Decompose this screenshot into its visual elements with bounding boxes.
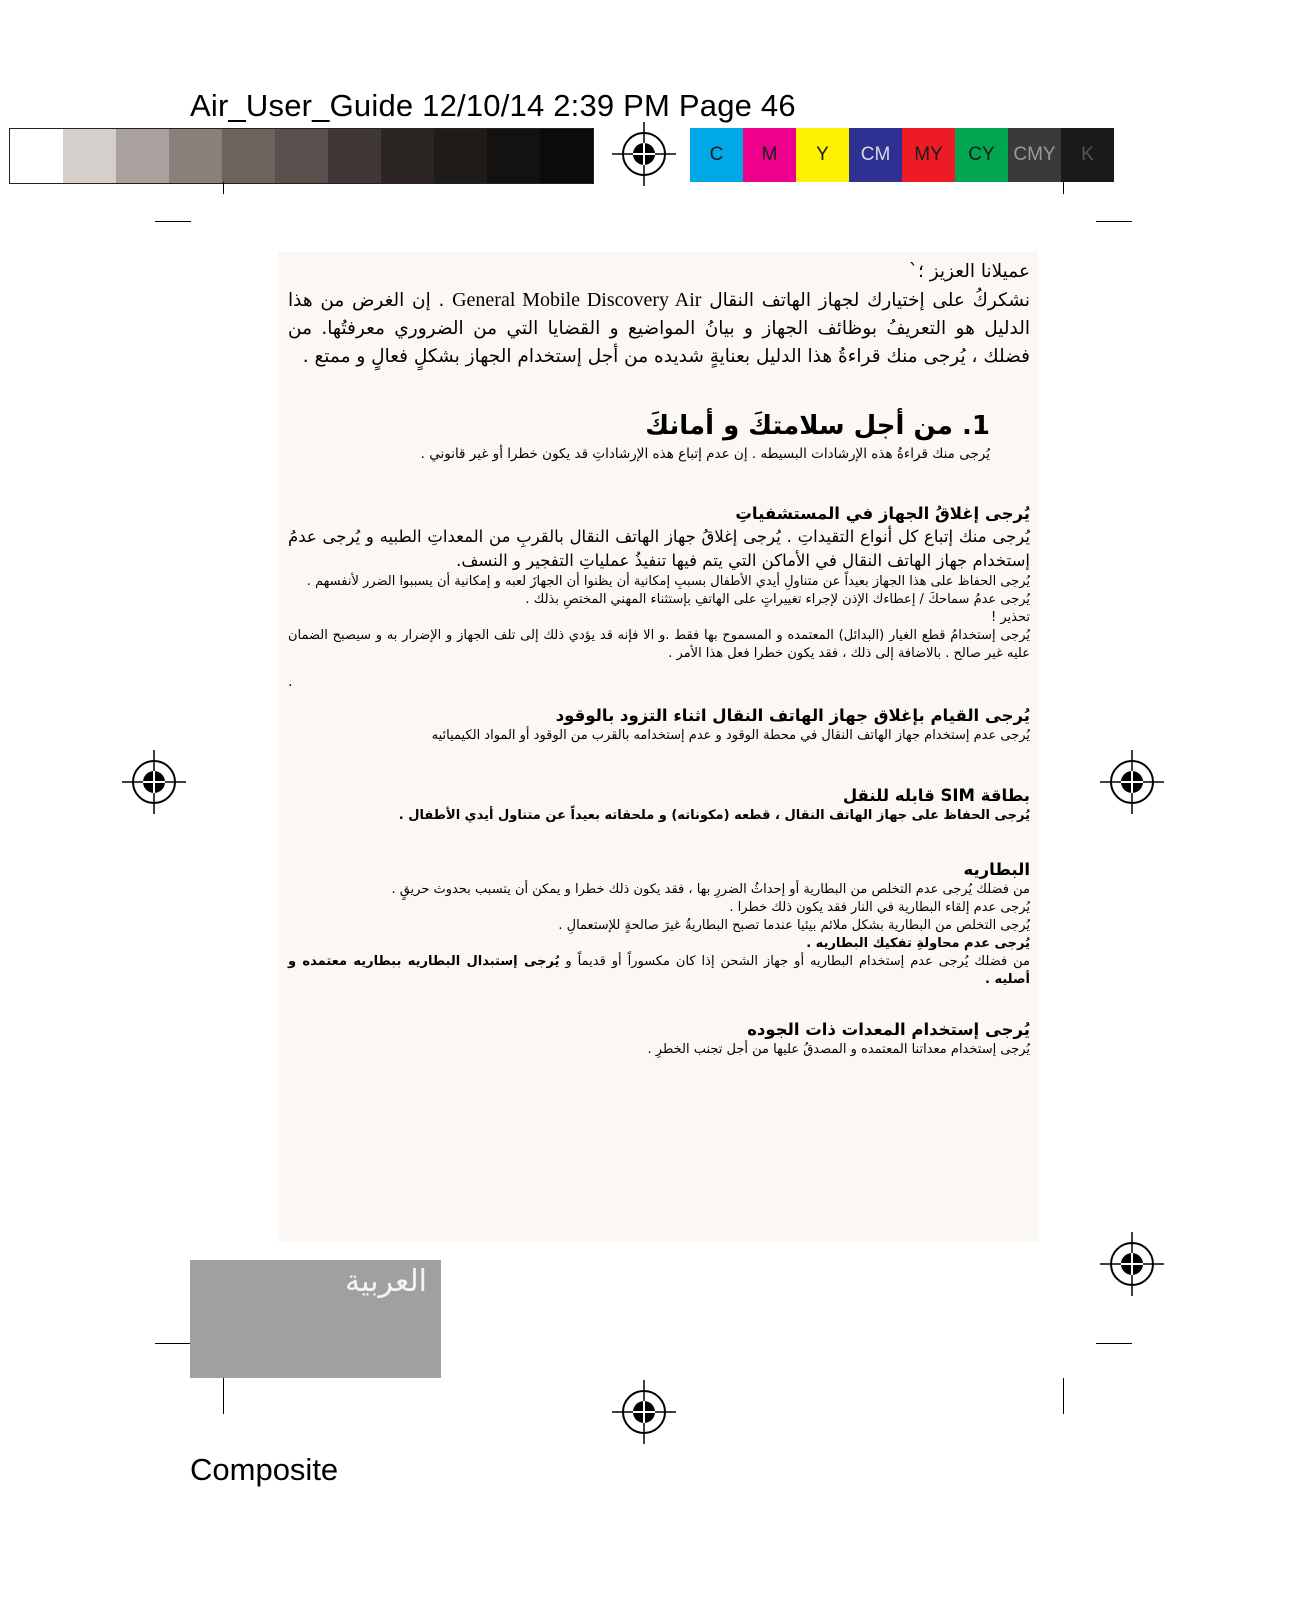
gray-swatch: [328, 129, 381, 183]
language-tab: [190, 1260, 441, 1378]
warning-label: تحذير !: [991, 610, 1030, 625]
modifications-text: يُرجى عدمُ سماحكَ / إعطاءك الإذن لإجراء تغييراتٍ على الهاتفِ بإستثناء المهني المختصِ بذلك .: [525, 592, 1030, 607]
greeting: عميلانا العزيز ؛`: [908, 261, 1030, 282]
gray-swatch: [275, 129, 328, 183]
color-swatch: M: [743, 128, 796, 182]
hospitals-text: يُرجى منك إتباع كل أنواع التقيداتِ . يُرجى إغلاقُ جهاز الهاتف النقال بالقربِ من المعداتِ الطبيه و يُرجى عدمُ إستخدام جهاز الهاتف النقال في الأماكن التي يتم فيها تنفيذُ عملياتِ التفجير و النسف.: [288, 527, 1030, 570]
gray-swatch: [116, 129, 169, 183]
color-swatch: K: [1061, 128, 1114, 182]
battery-text-1: من فضلك يُرجى عدم التخلص من البطارية أو إحداثُ الضررِ بها ، فقد يكون ذلك خطرا و يمكن أن يتسبب بحدوث حريقٍ .: [391, 882, 1030, 897]
crop-mark: [155, 221, 191, 222]
gray-swatch: [169, 129, 222, 183]
quality-title: يُرجى إستخدام المعدات ذات الجوده: [747, 1020, 1030, 1039]
color-swatch: Y: [796, 128, 849, 182]
sim-card-title: بطاقة SIM قابله للنقل: [842, 786, 1030, 805]
gray-swatch: [222, 129, 275, 183]
crop-mark: [155, 1343, 191, 1344]
spare-parts-text: يُرجى إستخدامُ قطع الغيار (البدائل) المعتمده و المسموح بها فقط .و الا فإنه قد يؤدي ذلك إلى تلف الجهاز و الإضرار به و سيصبح الضمان عليه غير صالح . بالاضافة إلى ذلك ، فقد يكون خطرا فعل هذا الأمر .: [288, 628, 1030, 661]
page-content: [288, 258, 1030, 1059]
refuelling-text: يُرجى عدم إستخدام جهاز الهاتف النقال في محطة الوقود و عدم إستخدامه بالقرب من الوقود أو المواد الكيميائيه: [431, 728, 1030, 743]
section-heading: 1. من أجل سلامتكَ و أمانكَ: [645, 411, 990, 441]
print-slug: Air_User_Guide 12/10/14 2:39 PM Page 46: [190, 88, 796, 123]
registration-mark-right-icon: [1100, 750, 1164, 814]
children-text: يُرجى الحفاظ على هذا الجهاز بعيداً عن متناولِ أيدي الأطفال بسببِ إمكانية أن يظنوا أن الجهازَ لعبه و إمكانية أن يسببوا الضرر لأنفسهم .: [306, 574, 1030, 589]
battery-title: البطاريه: [963, 860, 1030, 879]
gray-swatch: [487, 129, 540, 183]
crop-mark: [1096, 1343, 1132, 1344]
battery-text-4: يُرجى عدم محاولةِ تفكيك البطاريه .: [806, 936, 1030, 951]
registration-mark-left-icon: [122, 750, 186, 814]
intro-text: يُرجى منك قراءةُ هذه الإرشادات البسيطه . إن عدم إتباع هذه الإرشاداتِ قد يكون خطرا أو غير قانوني .: [420, 446, 990, 462]
color-swatch: CMY: [1008, 128, 1061, 182]
battery-text-3: يُرجى التخلص من البطارية بشكل ملائم بيئيا عندما تصبح البطاريةُ غيرَ صالحةٍ للإستعمالِ .: [558, 918, 1030, 933]
product-name: General Mobile Discovery Air: [452, 289, 702, 311]
registration-mark-lower-right-icon: [1100, 1232, 1164, 1296]
registration-mark-top-icon: [612, 122, 676, 186]
color-swatch: MY: [902, 128, 955, 182]
lead-paragraph: [288, 286, 1030, 371]
color-swatch: CY: [955, 128, 1008, 182]
battery-text-2: يُرجى عدم إلقاء البطارية في النار فقد يكون ذلك خطرا .: [729, 900, 1030, 915]
battery-text-5: [288, 953, 1030, 989]
gray-swatch: [63, 129, 116, 183]
lead-text-a: نشكركُ على إختيارك لجهاز الهاتف النقال: [701, 290, 1030, 311]
gray-swatch: [10, 129, 63, 183]
hospitals-title: يُرجى إغلاقُ الجهاز في المستشفياتِ: [735, 504, 1030, 523]
composite-label: Composite: [190, 1452, 339, 1487]
crop-mark: [1096, 221, 1132, 222]
color-swatch: CM: [849, 128, 902, 182]
grayscale-bar: [9, 128, 594, 184]
crop-mark: [1063, 182, 1064, 194]
registration-mark-bottom-icon: [612, 1380, 676, 1444]
crop-mark: [1063, 1378, 1064, 1414]
battery-text-5a: من فضلك يُرجى عدم إستخدام البطاريه أو جهاز الشحن إذا كان مكسوراً أو قديماً و: [559, 954, 1030, 969]
color-bar: [690, 128, 1114, 182]
gray-swatch: [434, 129, 487, 183]
crop-mark: [223, 1378, 224, 1414]
crop-mark: [223, 182, 224, 194]
quality-text: يُرجى إستخدام معداتنا المعتمده و المصدقُ عليها من أجل تجنب الخطرِ .: [647, 1042, 1030, 1057]
refuelling-title: يُرجى القيام بإغلاق جهاز الهاتف النقال اثناء التزود بالوقود: [555, 706, 1030, 725]
color-swatch: C: [690, 128, 743, 182]
battery-text-5b: يُرجى إستبدال البطاريه ببطاريه معتمده و أصليه .: [288, 954, 1030, 987]
language-tab-label: العربية: [345, 1264, 427, 1299]
gray-swatch: [381, 129, 434, 183]
stray-dot: .: [288, 674, 293, 690]
sim-card-text: يُرجى الحفاظ على جهاز الهاتف النقال ، قطعه (مكوناته) و ملحقاته بعيداً عن متناول أيدي الأطفال .: [398, 808, 1030, 823]
gray-swatch: [540, 129, 593, 183]
lead-text-b: . إن الغرض من هذا الدليل هو التعريفُ بوظائف الجهاز و بيانُ المواضيع و القضايا التي من الضروري معرفتُها. من فضلك ، يُرجى منك قراءةُ هذا الدليل بعنايةٍ شديده من أجل إستخدام الجهاز بشكلٍ فعالٍ و ممتع .: [288, 290, 1030, 367]
